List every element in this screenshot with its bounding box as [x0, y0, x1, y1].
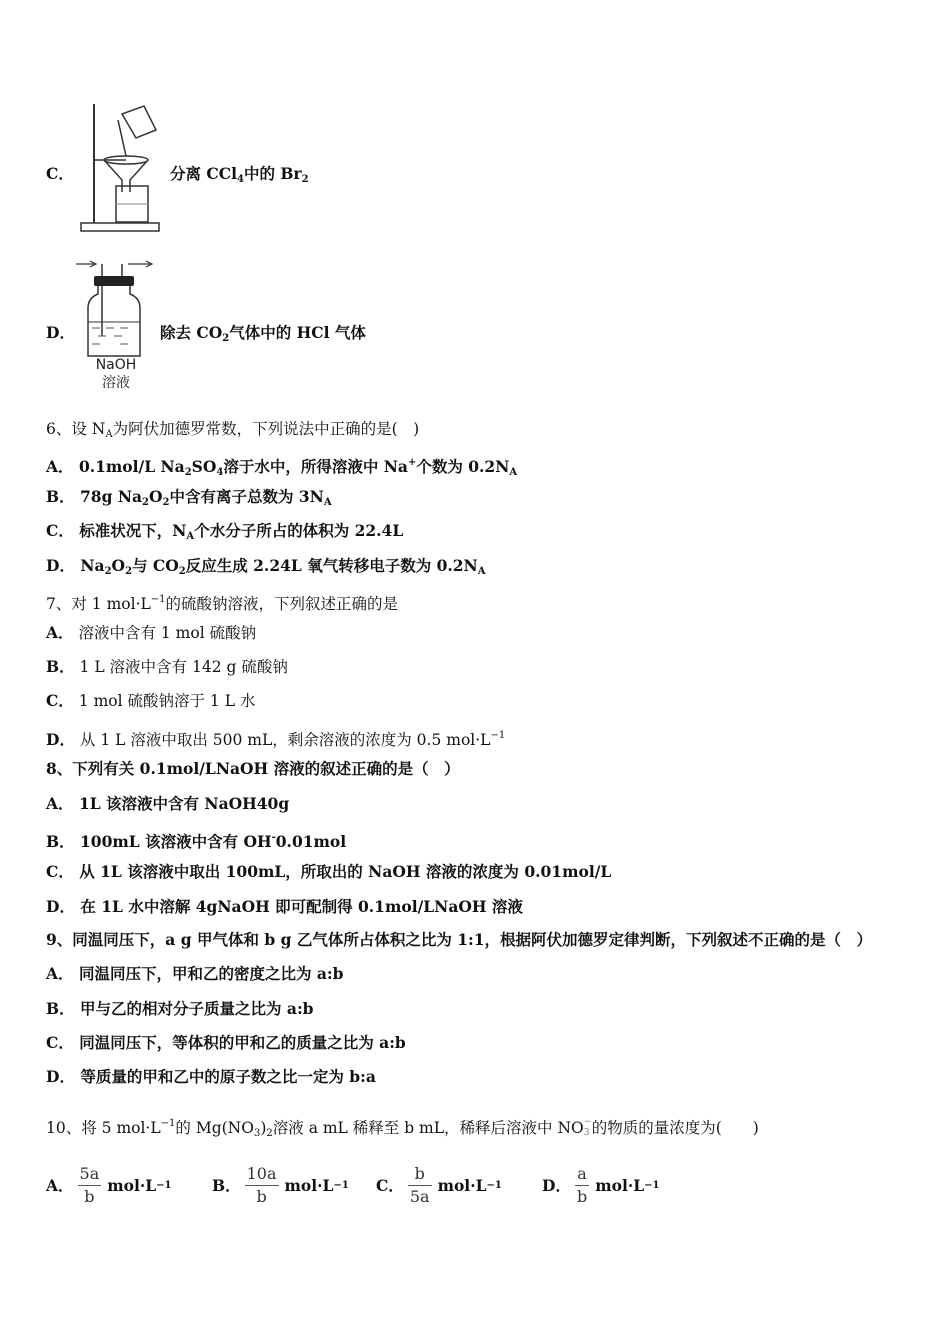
q10-option-c	[376, 1160, 502, 1210]
q10-option-b	[212, 1160, 349, 1210]
denominator: b	[256, 1186, 267, 1206]
option-label: C．	[46, 862, 74, 881]
text: 的物质的量浓度为( )	[591, 1119, 759, 1137]
text: 6、设 N	[46, 420, 106, 438]
numerator: b	[408, 1163, 432, 1186]
subscript: 2	[184, 467, 192, 478]
text: 溶液 a mL 稀释至 b mL，稀释后溶液中 NO	[272, 1119, 584, 1137]
option-label: C．	[46, 521, 74, 540]
unit: mol·L	[595, 1175, 645, 1195]
q9-option-d	[46, 1066, 376, 1088]
text: 标准状况下，N	[79, 521, 187, 540]
q5-option-d-text	[160, 322, 366, 350]
q8-stem	[46, 758, 460, 780]
text: 1 mol 硫酸钠溶于 1 L 水	[78, 692, 256, 710]
q8-option-a	[46, 793, 289, 815]
text: 0.01mol	[275, 832, 347, 851]
option-label: C．	[46, 164, 74, 183]
superscript: −1	[160, 1118, 176, 1129]
superscript: +	[407, 457, 417, 468]
q7-option-c	[46, 690, 255, 712]
unit: mol·L	[107, 1175, 157, 1195]
numerator: a	[575, 1163, 589, 1186]
q7-option-b	[46, 656, 288, 678]
text: 为阿伏加德罗常数，下列说法中正确的是( )	[112, 420, 420, 438]
option-label: D．	[46, 730, 75, 749]
option-label: B．	[212, 1176, 241, 1195]
subscript: 2	[266, 1128, 273, 1139]
q10-option-d	[542, 1160, 659, 1210]
q5-option-c	[46, 163, 74, 185]
superscript: −1	[156, 1179, 172, 1191]
denominator: b	[576, 1186, 588, 1206]
subscript: 3	[253, 1128, 261, 1139]
text: 从 1L 该溶液中取出 100mL，所取出的 NaOH 溶液的浓度为 0.01mol/L	[79, 862, 612, 881]
text: O	[111, 556, 126, 575]
superscript: −	[583, 1117, 592, 1127]
q5-option-c-text	[170, 163, 309, 191]
q5-option-d	[46, 322, 75, 344]
text: 与 CO	[132, 556, 179, 575]
fraction	[245, 1163, 279, 1208]
q9-option-c	[46, 1032, 406, 1054]
option-label: A．	[46, 964, 74, 983]
q8-option-b	[46, 827, 346, 853]
text: )	[260, 1119, 267, 1137]
text: O	[149, 487, 163, 506]
text: 的硫酸钠溶液，下列叙述正确的是	[165, 595, 399, 613]
q6-option-d	[46, 555, 486, 583]
ion-annotation	[583, 1117, 592, 1138]
figure-label	[88, 356, 144, 392]
subscript: A	[509, 467, 518, 478]
fraction	[78, 1163, 102, 1208]
superscript: −1	[486, 1179, 502, 1191]
q10-option-a	[46, 1160, 172, 1210]
option-label: D．	[46, 1067, 75, 1086]
subscript: 2	[142, 497, 149, 508]
option-label: B．	[46, 832, 75, 851]
text: 甲与乙的相对分子质量之比为 a:b	[80, 999, 314, 1018]
subscript: 2	[125, 566, 133, 577]
text: 0.1mol/L Na	[78, 457, 185, 476]
text: SO	[191, 457, 217, 476]
superscript: −1	[644, 1179, 660, 1191]
option-label: D．	[542, 1176, 571, 1195]
superscript: −1	[150, 594, 166, 605]
text: 等质量的甲和乙中的原子数之比一定为 b:a	[80, 1067, 376, 1086]
text: 8、下列有关 0.1mol/LNaOH 溶液的叙述正确的是（ ）	[46, 759, 460, 778]
numerator: 5a	[78, 1163, 102, 1186]
subscript: 2	[104, 566, 112, 577]
text: 1 L 溶液中含有 142 g 硫酸钠	[79, 658, 288, 676]
text: 中含有离子总数为 3N	[169, 487, 324, 506]
q6-option-b	[46, 486, 332, 514]
option-label: B．	[46, 999, 75, 1018]
subscript: A	[186, 531, 195, 542]
denominator: 5a	[409, 1186, 430, 1206]
subscript: 4	[236, 174, 244, 185]
q9-option-b	[46, 998, 314, 1020]
text: 除去 CO	[160, 323, 223, 342]
option-label: A．	[46, 457, 74, 476]
denominator: b	[84, 1186, 95, 1206]
text: Na	[80, 556, 105, 575]
text: 同温同压下，甲和乙的密度之比为 a:b	[78, 964, 344, 983]
q6-option-c	[46, 520, 403, 548]
text: 气体中的 HCl 气体	[229, 323, 366, 342]
subscript: A	[477, 566, 486, 577]
subscript: 4	[216, 467, 224, 478]
text: 7、对 1 mol·L	[46, 595, 151, 613]
subscript: 2	[301, 174, 309, 185]
text: 分离 CCl	[170, 164, 237, 183]
text: 个水分子所占的体积为 22.4L	[194, 521, 404, 540]
numerator: 10a	[245, 1163, 279, 1186]
text: 9、同温同压下，a g 甲气体和 b g 乙气体所占体积之比为 1:1，根据阿伏加德罗定律判断，下列叙述不正确的是（ ）	[46, 930, 873, 949]
option-label: A．	[46, 623, 74, 642]
text: 从 1 L 溶液中取出 500 mL，剩余溶液的浓度为 0.5 mol·L	[79, 731, 491, 749]
fraction	[408, 1163, 432, 1208]
option-label: C．	[46, 1033, 74, 1052]
q10-stem	[46, 1113, 759, 1145]
filtration-apparatus-figure	[78, 100, 168, 235]
fraction	[575, 1163, 589, 1208]
q9-option-a	[46, 963, 343, 985]
text: 的 Mg(NO	[175, 1119, 254, 1137]
option-label: D．	[46, 323, 75, 342]
subscript: 3	[583, 1128, 590, 1138]
q8-option-c	[46, 861, 611, 883]
figure-label-bottom: 溶液	[102, 375, 130, 391]
q8-option-d	[46, 896, 523, 918]
subscript: 2	[162, 497, 170, 508]
gas-washing-bottle-figure	[76, 258, 156, 358]
text: 溶于水中，所得溶液中 Na	[223, 457, 408, 476]
text: 100mL 该溶液中含有 OH	[80, 832, 272, 851]
option-label: B．	[46, 487, 75, 506]
q9-stem	[46, 929, 872, 951]
subscript: 2	[222, 333, 230, 344]
q7-stem	[46, 589, 398, 615]
option-label: A．	[46, 1176, 74, 1195]
q6-option-a	[46, 452, 517, 484]
text: 1L 该溶液中含有 NaOH40g	[78, 794, 290, 813]
subscript: A	[105, 429, 113, 440]
text: 中的 Br	[243, 164, 302, 183]
q7-option-a	[46, 622, 256, 644]
option-label: D．	[46, 897, 75, 916]
subscript: A	[323, 497, 332, 508]
option-label: B．	[46, 657, 75, 676]
option-label: C．	[46, 691, 74, 710]
option-label: A．	[46, 794, 74, 813]
superscript: −1	[333, 1179, 349, 1191]
text: 个数为 0.2N	[416, 457, 510, 476]
figure-label-top: NaOH	[95, 357, 137, 373]
text: 78g Na	[80, 487, 143, 506]
option-label: C．	[376, 1176, 404, 1195]
q7-option-d	[46, 725, 505, 751]
text: 同温同压下，等体积的甲和乙的质量之比为 a:b	[79, 1033, 406, 1052]
superscript: -	[271, 832, 276, 843]
superscript: −1	[490, 730, 506, 741]
unit: mol·L	[284, 1175, 334, 1195]
unit: mol·L	[437, 1175, 487, 1195]
text: 10、将 5 mol·L	[46, 1119, 161, 1137]
q6-stem	[46, 418, 419, 446]
subscript: 2	[178, 566, 186, 577]
text: 在 1L 水中溶解 4gNaOH 即可配制得 0.1mol/LNaOH 溶液	[80, 897, 523, 916]
text: 溶液中含有 1 mol 硫酸钠	[78, 624, 257, 642]
text: 反应生成 2.24L 氧气转移电子数为 0.2N	[185, 556, 478, 575]
option-label: D．	[46, 556, 75, 575]
